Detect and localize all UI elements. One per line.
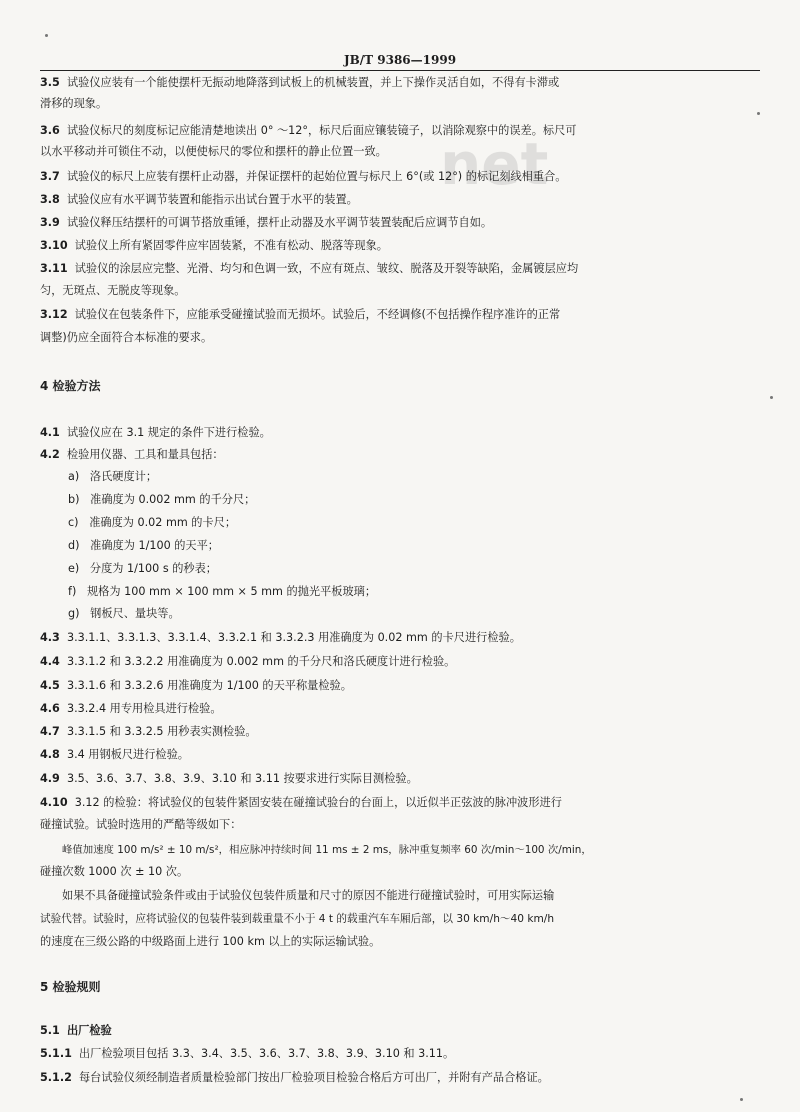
list-label: b) [68, 493, 80, 506]
clause-5-1-1 [40, 1046, 454, 1062]
list-text: 钢板尺、量块等。 [90, 607, 180, 620]
list-text: 准确度为 0.02 mm 的卡尺； [89, 516, 237, 529]
clause-text: 3.5、3.6、3.7、3.8、3.9、3.10 和 3.11 按要求进行实际目测检验。 [66, 772, 418, 785]
list-text: 准确度为 0.002 mm 的千分尺； [90, 493, 256, 506]
clause-text: 3.3.1.2 和 3.3.2.2 用准确度为 0.002 mm 的千分尺和洛氏硬度计进行检验。 [66, 655, 456, 668]
clause-number: 4.1 [40, 426, 60, 439]
clause-number: 5.1.2 [40, 1071, 72, 1084]
clause-number: 5.1 [40, 1024, 60, 1037]
list-text: 准确度为 1/100 的天平； [90, 539, 219, 552]
clause-3-7 [40, 169, 566, 185]
clause-text: 试验仪在包装条件下，应能承受碰撞试验而无损坏。试验后，不经调修(不包括操作程序准许的正常 [74, 308, 561, 321]
clause-text: 3.3.1.5 和 3.3.2.5 用秒表实测检验。 [66, 725, 257, 738]
clause-number: 4.8 [40, 748, 60, 761]
clause-text-cont: 以水平移动并可锁住不动，以便使标尺的零位和摆杆的静止位置一致。 [40, 145, 387, 158]
scan-speck [757, 112, 760, 115]
clause-number: 3.12 [40, 308, 68, 321]
clause-text-cont: 滑移的现象。 [40, 97, 108, 110]
clause-text: 3.3.2.4 用专用检具进行检验。 [66, 702, 222, 715]
header-rule [40, 70, 760, 71]
clause-number: 3.11 [40, 262, 68, 275]
clause-text-cont: 碰撞试验。试验时选用的严酷等级如下： [40, 818, 242, 831]
clause-4-6 [40, 701, 222, 717]
clause-number: 4.10 [40, 796, 68, 809]
clause-number: 4.7 [40, 725, 60, 738]
clause-3-5 [40, 75, 559, 91]
list-item [68, 561, 217, 577]
clause-text-cont: 如果不具备碰撞试验条件或由于试验仪包装件质量和尺寸的原因不能进行碰撞试验时，可用实际运输 [62, 889, 555, 902]
list-item [68, 538, 219, 554]
clause-4-5 [40, 678, 352, 694]
clause-text-cont: 碰撞次数 1000 次 ± 10 次。 [40, 865, 189, 878]
clause-text: 3.4 用钢板尺进行检验。 [66, 748, 189, 761]
clause-number: 3.10 [40, 239, 68, 252]
clause-4-7 [40, 724, 257, 740]
clause-text: 试验仪释压结摆杆的可调节搭放重锤，摆杆止动器及水平调节装置装配后应调节自如。 [66, 216, 493, 229]
clause-text: 试验仪应有水平调节装置和能指示出试台置于水平的装置。 [66, 193, 358, 206]
list-label: f) [68, 585, 77, 598]
clause-number: 3.8 [40, 193, 60, 206]
clause-4-8 [40, 747, 189, 763]
list-item [68, 606, 180, 622]
clause-number: 4.3 [40, 631, 60, 644]
clause-3-12 [40, 307, 560, 323]
clause-text: 3.3.1.1、3.3.1.3、3.3.1.4、3.3.2.1 和 3.3.2.3 用准确度为 0.02 mm 的卡尺进行检验。 [66, 631, 521, 644]
list-item [68, 584, 376, 600]
clause-text: 出厂检验 [66, 1024, 112, 1037]
clause-number: 5.1.1 [40, 1047, 72, 1060]
list-item [68, 469, 157, 485]
clause-text: 出厂检验项目包括 3.3、3.4、3.5、3.6、3.7、3.8、3.9、3.10 和 3.11。 [78, 1047, 455, 1060]
clause-text: 试验仪上所有紧固零件应牢固装紧，不准有松动、脱落等现象。 [74, 239, 388, 252]
clause-text-cont: 调整)仍应全面符合本标准的要求。 [40, 331, 213, 344]
clause-3-8 [40, 192, 358, 208]
list-text: 规格为 100 mm × 100 mm × 5 mm 的抛光平板玻璃； [86, 585, 377, 598]
scan-speck [45, 34, 48, 37]
clause-4-3 [40, 630, 521, 646]
clause-text: 试验仪应装有一个能使摆杆无振动地降落到试板上的机械装置，并上下操作灵活自如，不得有卡滞或 [66, 76, 560, 89]
list-label: a) [68, 470, 80, 483]
clause-text: 试验仪应在 3.1 规定的条件下进行检验。 [66, 426, 271, 439]
clause-text-cont: 匀，无斑点、无脱皮等现象。 [40, 284, 186, 297]
clause-text-cont: 试验代替。试验时，应将试验仪的包装件装到载重量不小于 4 t 的载重汽车车厢后部，以 30 km/h～40 km/h [40, 913, 555, 925]
clause-3-11 [40, 261, 578, 277]
clause-number: 4.6 [40, 702, 60, 715]
clause-number: 4.9 [40, 772, 60, 785]
clause-number: 4.4 [40, 655, 60, 668]
clause-number: 3.6 [40, 124, 60, 137]
list-label: e) [68, 562, 80, 575]
clause-text: 3.12 的检验：将试验仪的包装件紧固安装在碰撞试验台的台面上，以近似半正弦波的脉冲波形进行 [74, 796, 562, 809]
list-label: g) [68, 607, 80, 620]
clause-number: 3.9 [40, 216, 60, 229]
section-heading: 5 检验规则 [40, 980, 101, 994]
clause-3-6 [40, 123, 576, 139]
clause-3-10 [40, 238, 388, 254]
clause-text: 试验仪的涂层应完整、光滑、均匀和色调一致，不应有斑点、皱纹、脱落及开裂等缺陷，金属镀层应均 [74, 262, 579, 275]
list-item [68, 515, 236, 531]
clause-text: 检验用仪器、工具和量具包括： [66, 448, 224, 461]
clause-number: 3.5 [40, 76, 60, 89]
clause-number: 3.7 [40, 170, 60, 183]
list-label: d) [68, 539, 80, 552]
scan-speck [770, 396, 773, 399]
clause-text: 试验仪的标尺上应装有摆杆止动器，并保证摆杆的起始位置与标尺上 6°(或 12°) 的标记刻线相重合。 [66, 170, 567, 183]
clause-text: 每台试验仪须经制造者质量检验部门按出厂检验项目检验合格后方可出厂，并附有产品合格证。 [78, 1071, 549, 1084]
section-heading: 4 检验方法 [40, 379, 101, 393]
clause-number: 4.2 [40, 448, 60, 461]
page-header: JB/T 9386—1999 [343, 53, 457, 67]
clause-text-cont: 峰值加速度 100 m/s² ± 10 m/s²，相应脉冲持续时间 11 ms ± 2 ms，脉冲重复频率 60 次/min～100 次/min， [62, 844, 592, 856]
list-item [68, 492, 255, 508]
clause-5-1-2 [40, 1070, 549, 1086]
watermark: net [440, 130, 549, 198]
clause-3-9 [40, 215, 492, 231]
list-text: 分度为 1/100 s 的秒表； [89, 562, 217, 575]
list-label: c) [68, 516, 79, 529]
clause-text-cont: 的速度在三级公路的中级路面上进行 100 km 以上的实际运输试验。 [40, 935, 381, 948]
clause-text: 3.3.1.6 和 3.3.2.6 用准确度为 1/100 的天平称量检验。 [66, 679, 352, 692]
clause-4-10 [40, 795, 562, 811]
clause-4-4 [40, 654, 455, 670]
clause-4-1 [40, 425, 271, 441]
list-text: 洛氏硬度计； [89, 470, 158, 483]
clause-text: 试验仪标尺的刻度标记应能清楚地读出 0° ～12°，标尺后面应镶装镜子，以消除观察中的误差。标尺可 [66, 124, 577, 137]
clause-number: 4.5 [40, 679, 60, 692]
clause-4-2 [40, 447, 224, 463]
clause-4-9 [40, 771, 418, 787]
clause-5-1 [40, 1023, 112, 1039]
scan-speck [740, 1098, 743, 1101]
